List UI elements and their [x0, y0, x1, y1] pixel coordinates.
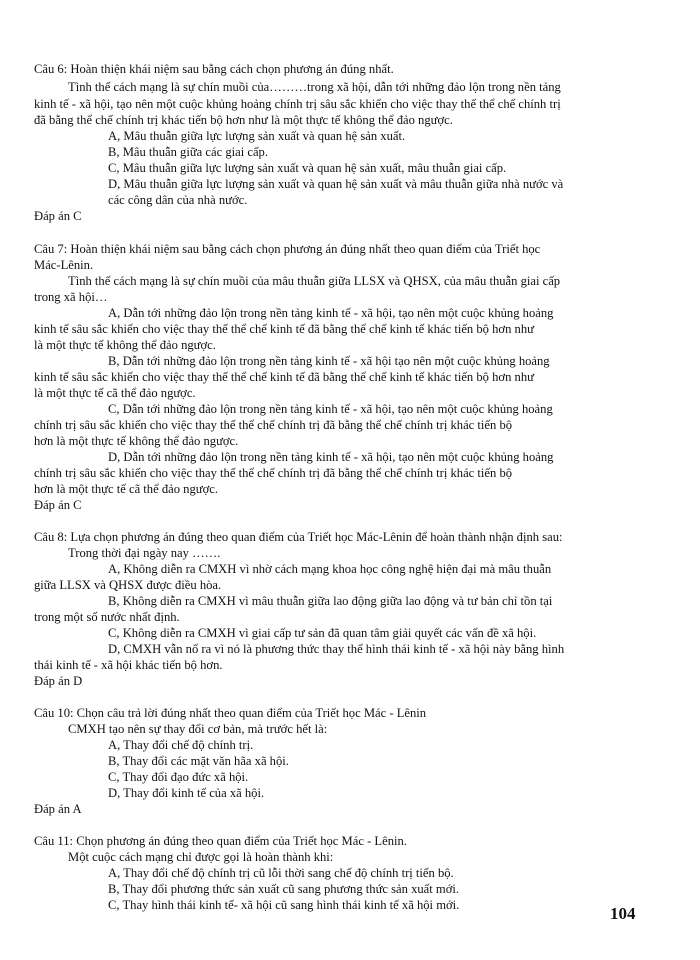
q7-stem-line: trong xã hội…	[34, 290, 108, 304]
q10-option-a: A, Thay đổi chế độ chính trị.	[108, 738, 254, 752]
q10-option-d: D, Thay đổi kinh tế của xã hội.	[108, 786, 265, 800]
q6-stem-line: kinh tế - xã hội, tạo nên một cuộc khủng hoảng chính trị sâu sắc khiến cho việc thay thế thể chế chính trị	[34, 97, 561, 111]
q6-title: Câu 6: Hoàn thiện khái niệm sau bằng cách chọn phương án đúng nhất.	[34, 62, 394, 76]
q7-option-c-cont: hơn là một thực tế không thể đảo ngược.	[34, 434, 239, 448]
q8-answer: Đáp án D	[34, 674, 83, 688]
q6-stem-line: Tình thế cách mạng là sự chín muồi của………trong xã hội, dẫn tới những đảo lộn trong nền tảng	[68, 80, 561, 94]
q10-option-c: C, Thay đổi đạo đức xã hội.	[108, 770, 249, 784]
q7-option-a-cont: là một thực tế không thể đảo ngược.	[34, 338, 216, 352]
q11-title: Câu 11: Chọn phương án đúng theo quan điểm của Triết học Mác - Lênin.	[34, 834, 407, 848]
q6-answer: Đáp án C	[34, 209, 82, 223]
q7-answer: Đáp án C	[34, 498, 82, 512]
q10-answer: Đáp án A	[34, 802, 82, 816]
q6-stem-line: đã bằng thể chế chính trị khác tiến bộ hơn như là một thực tế không thể đảo ngược.	[34, 113, 453, 127]
q8-option-d: D, CMXH vẫn nổ ra vì nó là phương thức thay thế hình thái kinh tế - xã hội này bằng hình	[108, 642, 565, 656]
q11-option-b: B, Thay đổi phương thức sản xuất cũ sang phương thức sản xuất mới.	[108, 882, 460, 896]
q8-stem: Trong thời đại ngày nay …….	[68, 546, 221, 560]
q7-option-b: B, Dẫn tới những đảo lộn trong nền tảng kinh tế - xã hội tạo nên một cuộc khủng hoảng	[108, 354, 550, 368]
q8-option-c: C, Không diễn ra CMXH vì giai cấp tư sản đã quan tâm giải quyết các vấn đề xã hội.	[108, 626, 537, 640]
q7-option-d-cont: hơn là một thực tế cã thể đảo ngược.	[34, 482, 218, 496]
q6-option-c: C, Mâu thuẫn giữa lực lượng sản xuất và quan hệ sản xuất, mâu thuẫn giai cấp.	[108, 161, 507, 175]
q7-title-cont: Mác-Lênin.	[34, 258, 94, 272]
q7-option-a: A, Dẫn tới những đảo lộn trong nền tảng kinh tế - xã hội, tạo nên một cuộc khủng hoảng	[108, 306, 554, 320]
q6-option-a: A, Mâu thuẫn giữa lực lượng sản xuất và quan hệ sản xuất.	[108, 129, 406, 143]
q10-stem: CMXH tạo nên sự thay đổi cơ bản, mà trước hết là:	[68, 722, 328, 736]
q6-option-b: B, Mâu thuẫn giữa các giai cấp.	[108, 145, 268, 159]
q8-option-d-cont: thái kinh tế - xã hội khác tiến bộ hơn.	[34, 658, 223, 672]
q7-option-a-cont: kinh tế sâu sắc khiến cho việc thay thế thể chế kinh tế đã bằng thể chế kinh tế khác tiến bộ hơn như	[34, 322, 534, 336]
q7-option-d-cont: chính trị sâu sắc khiến cho việc thay thế thể chế chính trị đã bằng thể chế chính trị khác tiến bộ	[34, 466, 513, 480]
q7-stem-line: Tình thế cách mạng là sự chín muồi của mâu thuẫn giữa LLSX và QHSX, của mâu thuẫn giai cấp	[68, 274, 561, 288]
q8-title: Câu 8: Lựa chọn phương án đúng theo quan điểm của Triết học Mác-Lênin để hoàn thành nhận định sau:	[34, 530, 563, 544]
q6-option-d-cont: các công dân của nhà nước.	[108, 193, 248, 207]
q7-option-c-cont: chính trị sâu sắc khiến cho việc thay thế thể chế chính trị đã bằng thể chế chính trị khác tiến bộ	[34, 418, 513, 432]
page-number: 104	[610, 904, 636, 923]
q8-option-a: A, Không diễn ra CMXH vì nhờ cách mạng khoa học công nghệ hiện đại mà mâu thuẫn	[108, 562, 552, 576]
q11-stem: Một cuộc cách mạng chỉ được gọi là hoàn thành khi:	[68, 850, 334, 864]
q7-title: Câu 7: Hoàn thiện khái niệm sau bằng cách chọn phương án đúng nhất theo quan điểm của Triết học	[34, 242, 541, 256]
q10-title: Câu 10: Chọn câu trả lời đúng nhất theo quan điểm của Triết học Mác - Lênin	[34, 706, 427, 720]
q7-option-c: C, Dẫn tới những đảo lộn trong nền tảng kinh tế - xã hội, tạo nên một cuộc khủng hoảng	[108, 402, 553, 416]
q10-option-b: B, Thay đổi các mặt văn hãa xã hội.	[108, 754, 289, 768]
q11-option-a: A, Thay đổi chế độ chính trị cũ lỗi thời sang chế độ chính trị tiến bộ.	[108, 866, 454, 880]
q7-option-d: D, Dẫn tới những đảo lộn trong nền tảng kinh tế - xã hội, tạo nên một cuộc khủng hoảng	[108, 450, 554, 464]
q6-option-d: D, Mâu thuẫn giữa lực lượng sản xuất và quan hệ sản xuất và mâu thuẫn giữa nhà nước và	[108, 177, 564, 191]
q7-option-b-cont: kinh tế sâu sắc khiến cho việc thay thế thể chế kinh tế đã bằng thể chế kinh tế khác tiến bộ hơn như	[34, 370, 534, 384]
q11-option-c: C, Thay hình thái kinh tế- xã hội cũ sang hình thái kinh tế xã hội mới.	[108, 898, 460, 912]
q8-option-b: B, Không diễn ra CMXH vì mâu thuẫn giữa lao động giữa lao động và tư bản chỉ tồn tại	[108, 594, 553, 608]
q8-option-b-cont: trong một số nước nhất định.	[34, 610, 180, 624]
q7-option-b-cont: là một thực tế cã thể đảo ngược.	[34, 386, 196, 400]
q8-option-a-cont: giữa LLSX và QHSX được điều hòa.	[34, 578, 222, 592]
